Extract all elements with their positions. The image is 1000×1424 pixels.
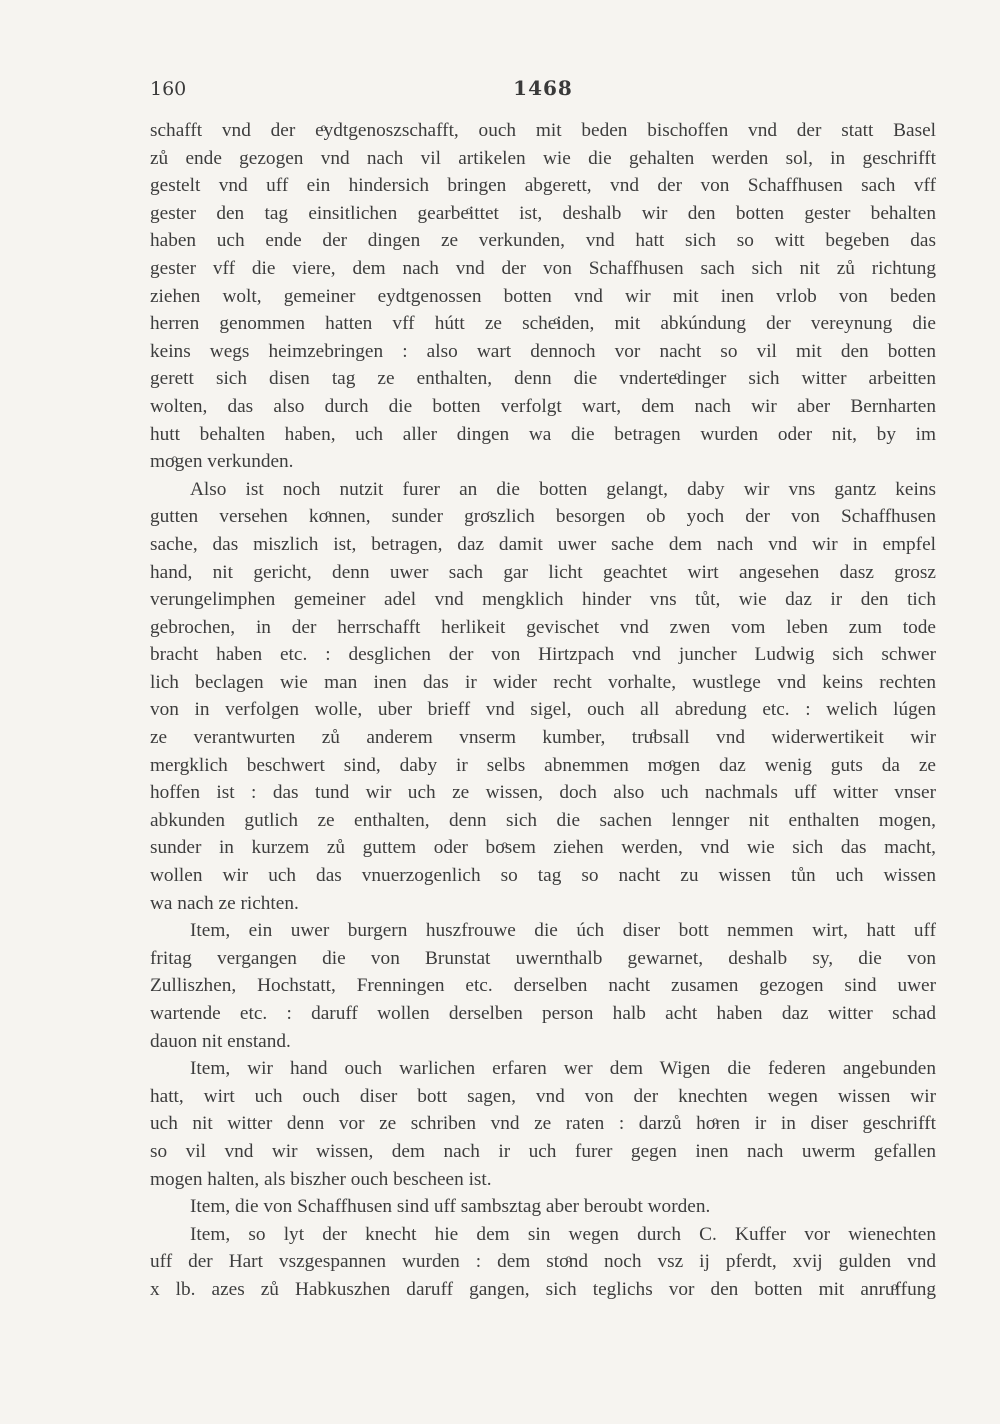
text-line: sunder in kurzem zů guttem oder boͦsem ziehen werden, vnd wie sich das macht, bbox=[150, 837, 936, 859]
text-line: gebrochen, in der herrschafft herlikeit gevischet vnd zwen vom leben zum tode bbox=[150, 616, 936, 638]
text-line: verungelimphen gemeiner adel vnd mengklich hinder vns tůt, wie daz ir den tich bbox=[150, 589, 936, 611]
text-line: ze verantwurten zů anderem vnserm kumber, truͦbsall vnd widerwertikeit wir bbox=[150, 727, 936, 749]
text-line: gester vff die viere, dem nach vnd der von Schaffhusen sach sich nit zů richtung bbox=[150, 257, 936, 279]
text-line: hatt, wirt uch ouch diser bott sagen, vnd von der knechten wegen wissen wir bbox=[150, 1085, 936, 1107]
text-line: wa nach ze richten. bbox=[150, 892, 299, 914]
text-line: dauon nit enstand. bbox=[150, 1030, 291, 1052]
text-line: haben uch ende der dingen ze verkunden, vnd hatt sich so witt begeben das bbox=[150, 230, 936, 252]
text-line: gutten versehen koͦnnen, sunder groͦszlich besorgen ob yoch der von Schaffhusen bbox=[150, 506, 936, 528]
text-line: so vil vnd wir wissen, dem nach ir uch furer gegen inen nach uwerm gefallen bbox=[150, 1140, 936, 1162]
text-line: gerett sich disen tag ze enthalten, denn die vnderteͦdinger sich witter arbeitten bbox=[150, 368, 936, 390]
text-line: lich beclagen wie man inen das ir wider recht vorhalte, wustlege vnd keins rechten bbox=[150, 671, 936, 693]
text-line: x lb. azes zů Habkuszhen daruff gangen, sich teglichs vor den botten mit anruͦffung bbox=[150, 1278, 936, 1300]
text-line: Item, wir hand ouch warlichen erfaren wer dem Wigen die federen angebunden bbox=[190, 1058, 936, 1080]
text-line: uff der Hart vszgespannen wurden : dem stoͦnd noch vsz ij pferdt, xvij gulden vnd bbox=[150, 1251, 936, 1273]
year-heading: 1468 bbox=[513, 76, 573, 100]
text-line: herren genommen hatten vff hútt ze scheͦiden, mit abkúndung der vereynung die bbox=[150, 313, 936, 335]
text-line: ziehen wolt, gemeiner eydtgenossen botten vnd wir mit inen vrlob von beden bbox=[150, 285, 936, 307]
text-line: Item, die von Schaffhusen sind uff sambsztag aber beroubt worden. bbox=[190, 1196, 711, 1218]
text-line: Item, so lyt der knecht hie dem sin wegen durch C. Kuffer vor wienechten bbox=[190, 1223, 936, 1245]
text-line: gester den tag einsitlichen gearbeͦittet ist, deshalb wir den botten gester behalten bbox=[150, 202, 936, 224]
page-header bbox=[150, 78, 936, 104]
text-line: Zulliszhen, Hochstatt, Frenningen etc. derselben nacht zusamen gezogen sind uwer bbox=[150, 975, 936, 997]
text-line: schafft vnd der eͦydtgenoszschafft, ouch mit beden bischoffen vnd der statt Basel bbox=[150, 120, 936, 141]
text-line: fritag vergangen die von Brunstat uwernthalb gewarnet, deshalb sy, die von bbox=[150, 947, 936, 969]
text-line: bracht haben etc. : desglichen der von Hirtzpach vnd juncher Ludwig sich schwer bbox=[150, 644, 936, 666]
text-line: Item, ein uwer burgern huszfrouwe die úch diser bott nemmen wirt, hatt uff bbox=[190, 920, 936, 942]
text-line: hand, nit gericht, denn uwer sach gar licht geachtet wirt angesehen dasz grosz bbox=[150, 561, 936, 583]
text-line: uch nit witter denn vor ze schriben vnd ze raten : darzů hoͦren ir in diser geschrifft bbox=[150, 1113, 936, 1135]
text-line: hoffen ist : das tund wir uch ze wissen, doch also uch nachmals uff witter vnser bbox=[150, 782, 936, 804]
text-line: abkunden gutlich ze enthalten, denn sich die sachen lennger nit enthalten mogen, bbox=[150, 809, 936, 831]
text-line: wolten, das also durch die botten verfolgt wart, dem nach wir aber Bernharten bbox=[150, 395, 936, 417]
text-line: gestelt vnd uff ein hindersich bringen abgerett, vnd der von Schaffhusen sach vff bbox=[150, 175, 936, 197]
page-number: 160 bbox=[150, 78, 187, 100]
text-line: keins wegs heimzebringen : also wart dennoch vor nacht so vil mit den botten bbox=[150, 340, 936, 362]
text-line: moͦgen verkunden. bbox=[150, 451, 294, 473]
body-text bbox=[150, 117, 936, 1304]
text-line: zů ende gezogen vnd nach vil artikelen wie die gehalten werden sol, in geschrifft bbox=[150, 147, 936, 169]
text-line: sache, das miszlich ist, betragen, daz damit uwer sache dem nach vnd wir in empfel bbox=[150, 533, 936, 555]
text-line: hutt behalten haben, uch aller dingen wa die betragen wurden oder nit, by im bbox=[150, 423, 936, 445]
text-line: mergklich beschwert sind, daby ir selbs abnemmen moͦgen daz wenig guts da ze bbox=[150, 754, 936, 776]
text-line: Also ist noch nutzit furer an die botten gelangt, daby wir vns gantz keins bbox=[190, 478, 936, 500]
text-line: wollen wir uch das vnuerzogenlich so tag so nacht zu wissen tůn uch wissen bbox=[150, 865, 936, 887]
text-line: mogen halten, als biszher ouch bescheen ist. bbox=[150, 1168, 492, 1190]
text-line: wartende etc. : daruff wollen derselben person halb acht haben daz witter schad bbox=[150, 1003, 936, 1024]
text-line: von in verfolgen wolle, uber brieff vnd sigel, ouch all abredung etc. : welich lúgen bbox=[150, 699, 936, 721]
